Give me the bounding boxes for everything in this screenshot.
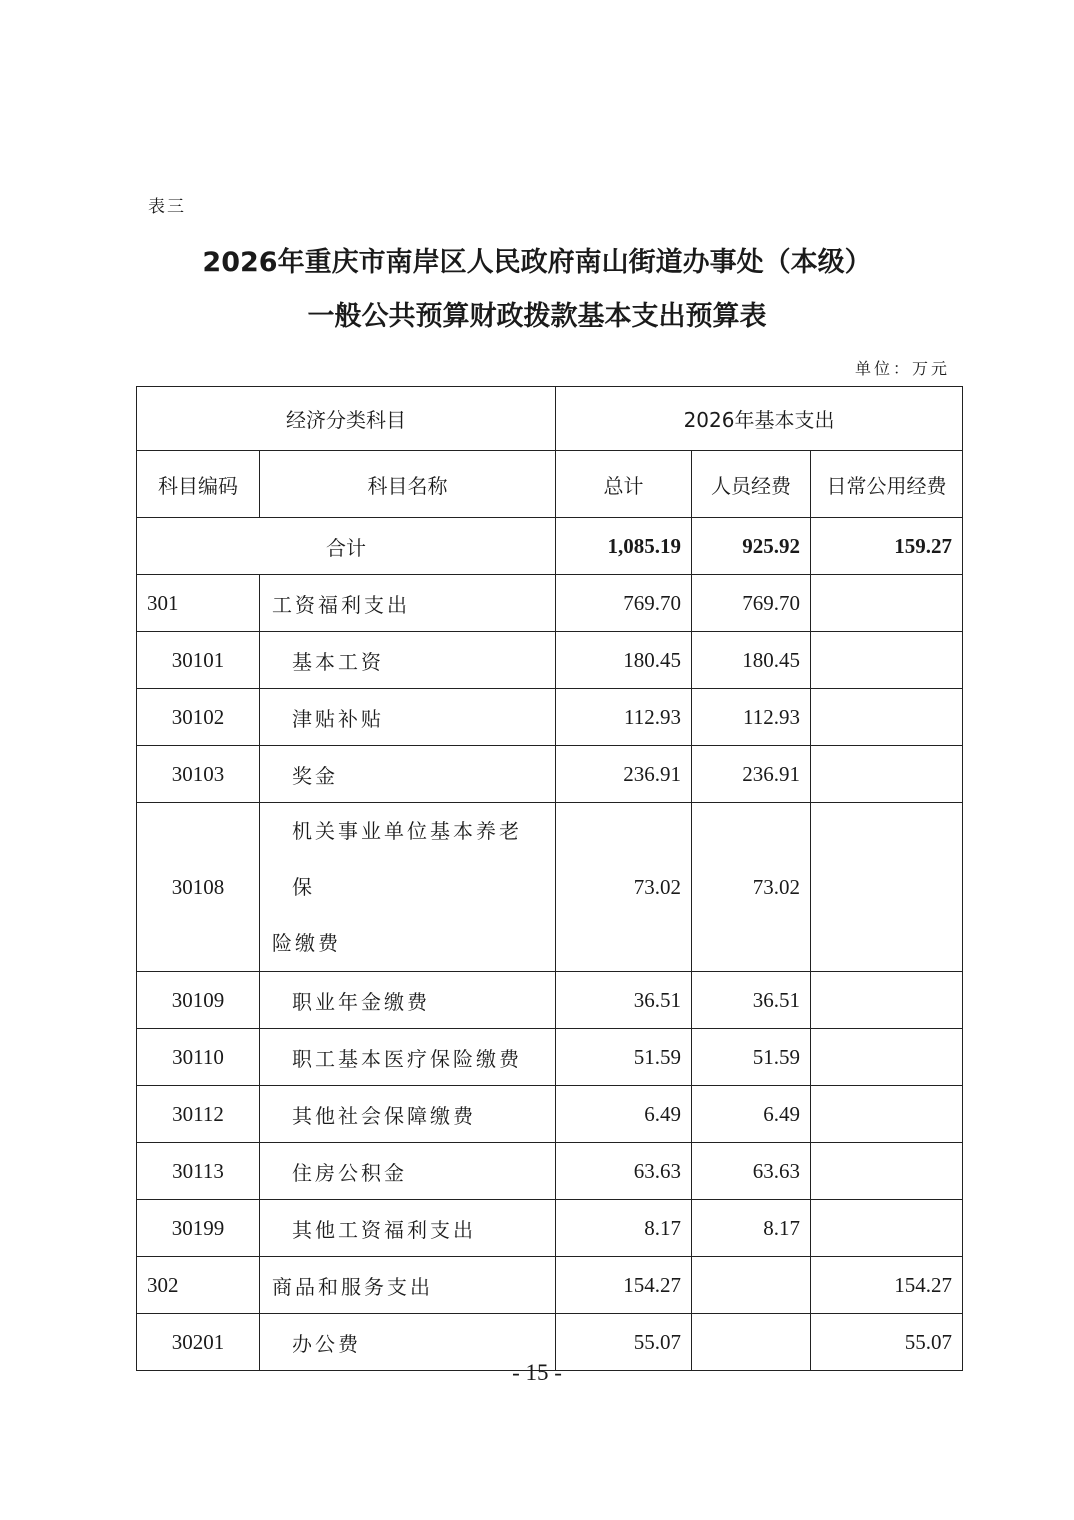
row-name: 职业年金缴费 — [260, 972, 556, 1029]
row-total: 180.45 — [556, 632, 692, 689]
table-row — [137, 1257, 963, 1314]
table-row — [137, 1029, 963, 1086]
table-row — [137, 1143, 963, 1200]
total-label: 合计 — [137, 518, 556, 575]
row-name: 商品和服务支出 — [260, 1257, 556, 1314]
unit-label: 单位：万元 — [854, 359, 950, 378]
row-code: 30199 — [137, 1200, 260, 1257]
table-row — [137, 689, 963, 746]
row-name: 办公费 — [260, 1314, 556, 1371]
row-personnel: 51.59 — [692, 1029, 811, 1086]
table-row — [137, 1086, 963, 1143]
row-code: 301 — [137, 575, 260, 632]
row-total: 55.07 — [556, 1314, 692, 1371]
row-name: 基本工资 — [260, 632, 556, 689]
row-code: 302 — [137, 1257, 260, 1314]
row-name: 津贴补贴 — [260, 689, 556, 746]
table-row — [137, 575, 963, 632]
header-name: 科目名称 — [260, 451, 556, 518]
header-personnel: 人员经费 — [692, 451, 811, 518]
row-code: 30112 — [137, 1086, 260, 1143]
row-public: 55.07 — [811, 1314, 963, 1371]
document-subtitle: 一般公共预算财政拨款基本支出预算表 — [307, 301, 767, 332]
row-code: 30109 — [137, 972, 260, 1029]
table-label: 表三 — [148, 197, 186, 217]
row-code: 30101 — [137, 632, 260, 689]
row-total: 73.02 — [556, 803, 692, 972]
row-personnel: 63.63 — [692, 1143, 811, 1200]
row-public: 154.27 — [811, 1257, 963, 1314]
row-name-line1: 机关事业单位基本养老保 — [292, 819, 522, 899]
row-name: 奖金 — [260, 746, 556, 803]
row-total: 236.91 — [556, 746, 692, 803]
row-code: 30108 — [137, 803, 260, 972]
row-public — [811, 689, 963, 746]
row-personnel — [692, 1257, 811, 1314]
page-number: - 15 - — [512, 1360, 562, 1385]
table-row — [137, 1200, 963, 1257]
header-total: 总计 — [556, 451, 692, 518]
row-total: 112.93 — [556, 689, 692, 746]
row-personnel: 73.02 — [692, 803, 811, 972]
row-total: 154.27 — [556, 1257, 692, 1314]
row-code: 30102 — [137, 689, 260, 746]
row-public — [811, 575, 963, 632]
row-personnel: 8.17 — [692, 1200, 811, 1257]
table-row — [137, 632, 963, 689]
row-code: 30201 — [137, 1314, 260, 1371]
header-economic-category: 经济分类科目 — [137, 387, 556, 451]
table-row — [137, 972, 963, 1029]
row-code: 30113 — [137, 1143, 260, 1200]
total-personnel: 925.92 — [692, 518, 811, 575]
row-personnel: 36.51 — [692, 972, 811, 1029]
row-total: 51.59 — [556, 1029, 692, 1086]
row-public — [811, 1029, 963, 1086]
row-personnel: 236.91 — [692, 746, 811, 803]
header-basic-expenditure: 2026年基本支出 — [556, 387, 963, 451]
row-public — [811, 746, 963, 803]
row-public — [811, 972, 963, 1029]
row-personnel: 769.70 — [692, 575, 811, 632]
row-name: 工资福利支出 — [260, 575, 556, 632]
row-public — [811, 1086, 963, 1143]
row-name: 其他社会保障缴费 — [260, 1086, 556, 1143]
total-row — [137, 518, 963, 575]
row-personnel: 6.49 — [692, 1086, 811, 1143]
total-public: 159.27 — [811, 518, 963, 575]
row-code: 30110 — [137, 1029, 260, 1086]
row-name-line2: 险缴费 — [272, 931, 341, 955]
row-total: 769.70 — [556, 575, 692, 632]
row-code: 30103 — [137, 746, 260, 803]
row-name — [260, 803, 556, 972]
row-public — [811, 1143, 963, 1200]
row-public — [811, 632, 963, 689]
row-public — [811, 803, 963, 972]
row-name: 其他工资福利支出 — [260, 1200, 556, 1257]
row-total: 63.63 — [556, 1143, 692, 1200]
row-total: 36.51 — [556, 972, 692, 1029]
row-name: 职工基本医疗保险缴费 — [260, 1029, 556, 1086]
total-sum: 1,085.19 — [556, 518, 692, 575]
row-name: 住房公积金 — [260, 1143, 556, 1200]
row-personnel: 112.93 — [692, 689, 811, 746]
header-row-group — [137, 387, 963, 451]
table-row — [137, 803, 963, 972]
document-title: 2026年重庆市南岸区人民政府南山街道办事处（本级） — [202, 247, 872, 278]
row-total: 6.49 — [556, 1086, 692, 1143]
budget-table — [136, 386, 963, 1371]
header-public: 日常公用经费 — [811, 451, 963, 518]
header-code: 科目编码 — [137, 451, 260, 518]
table-row — [137, 746, 963, 803]
header-row-columns — [137, 451, 963, 518]
row-personnel: 180.45 — [692, 632, 811, 689]
row-public — [811, 1200, 963, 1257]
row-total: 8.17 — [556, 1200, 692, 1257]
